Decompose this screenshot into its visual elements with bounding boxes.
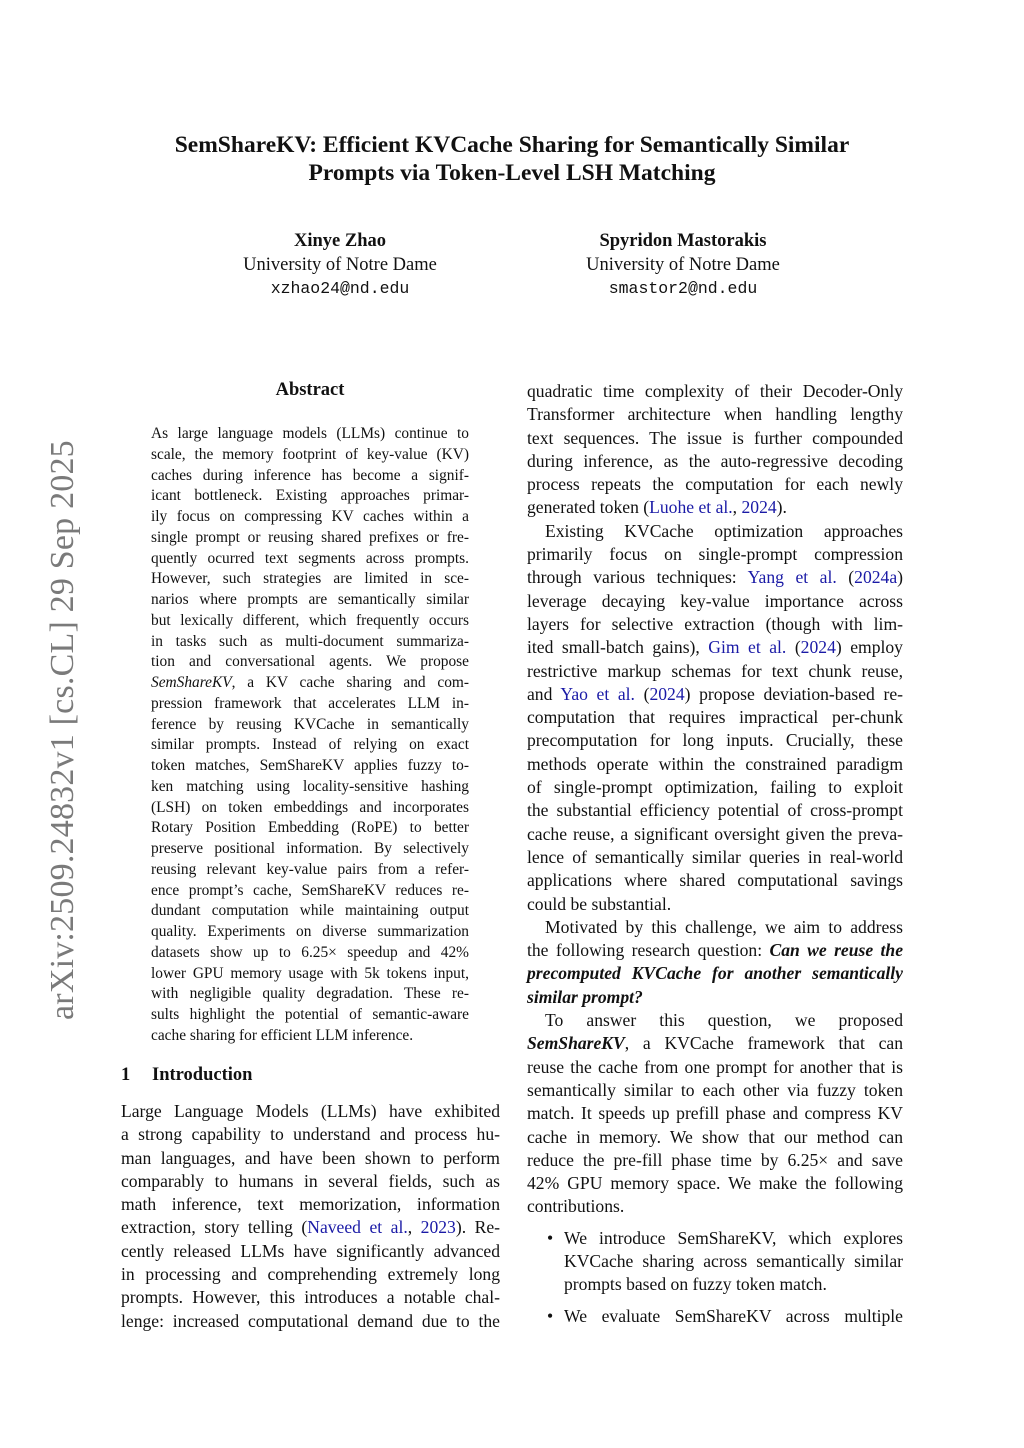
citation-link[interactable]: Yang et al. <box>747 567 837 588</box>
abstract-line: datasets show up to 6.25× speedup and 42% <box>151 943 469 961</box>
author-name: Spyridon Mastorakis <box>599 231 767 251</box>
body-line: during inference, as the auto-regressive decoding <box>527 450 903 471</box>
abstract-line: caches during inference has become a signif- <box>151 466 469 484</box>
body-line: math inference, text memorization, information <box>121 1194 500 1215</box>
author-email[interactable]: smastor2@nd.edu <box>608 279 758 298</box>
abstract-line: As large language models (LLMs) continue to <box>151 425 469 442</box>
intro-left-column <box>121 1100 500 1333</box>
body-line: cently released LLMs have significantly advanced <box>121 1240 500 1261</box>
title-line: Prompts via Token-Level LSH Matching <box>308 160 716 186</box>
body-line: match. It speeds up prefill phase and compress KV <box>527 1103 903 1124</box>
author-email[interactable]: xzhao24@nd.edu <box>270 279 410 298</box>
abstract-line: quality. Experiments on diverse summarization <box>151 923 469 940</box>
body-line: through various techniques: Yang et al. (2024a) <box>527 567 904 588</box>
abstract-line: reusing relevant key-value pairs from a refer- <box>151 860 469 878</box>
abstract-line: dundant computation while maintaining output <box>151 902 469 920</box>
body-line: lenge: increased computational demand due to the <box>121 1310 500 1331</box>
body-line: restrictive markup schemas for text chunk reuse, <box>527 660 903 681</box>
arxiv-identifier[interactable]: arXiv:2509.24832v1 [cs.CL] 29 Sep 2025 <box>44 440 81 1020</box>
body-line: computation that requires impractical per-chunk <box>527 707 903 728</box>
body-line: contributions. <box>527 1196 625 1217</box>
body-line: methods operate within the constrained paradigm <box>527 753 903 774</box>
citation-link[interactable]: Yao et al. <box>560 683 635 704</box>
contribution-item <box>527 1227 903 1297</box>
body-line: man languages, and have been shown to perform <box>121 1147 500 1168</box>
section-heading <box>121 1063 500 1087</box>
body-line: quadratic time complexity of their Decoder-Only <box>527 381 903 401</box>
abstract-body <box>151 424 469 1047</box>
body-line: could be substantial. <box>527 893 672 914</box>
body-line: a strong capability to understand and process hu- <box>121 1124 500 1145</box>
body-line: text sequences. The issue is further compounded <box>527 427 903 448</box>
bullet-icon: • <box>547 1227 554 1248</box>
abstract-line: narios where prompts are semantically similar <box>151 591 469 608</box>
body-line: semantically similar to each other via fuzzy token <box>527 1079 903 1100</box>
abstract-line: ken matching using locality-sensitive hashing <box>151 777 469 795</box>
abstract-line: Rotary Position Embedding (RoPE) to better <box>151 819 469 837</box>
abstract-line: icant bottleneck. Existing approaches primar- <box>151 487 469 505</box>
abstract-line: but lexically different, which frequently occurs <box>151 611 469 629</box>
body-line: cache reuse, a significant oversight given the preva- <box>527 823 903 844</box>
section-number: 1 <box>121 1065 131 1085</box>
abstract-line: lower GPU memory usage with 5k tokens input, <box>151 964 469 982</box>
bullet-icon: • <box>547 1305 554 1326</box>
body-line: leverage decaying key-value importance across <box>527 590 903 611</box>
author-block <box>160 229 520 301</box>
body-line: prompts. However, this introduces a notable chal- <box>121 1287 500 1308</box>
abstract-line: with negligible quality degradation. These re- <box>151 985 469 1003</box>
body-line: cache in memory. We show that our method can <box>527 1126 903 1147</box>
body-line: 42% GPU memory space. We make the following <box>527 1173 903 1194</box>
author-name: Xinye Zhao <box>293 231 386 251</box>
body-line: Existing KVCache optimization approaches <box>545 520 903 541</box>
bullet-line: We evaluate SemShareKV across multiple <box>564 1305 903 1326</box>
abstract-line: preserve positional information. By selectively <box>151 840 469 857</box>
abstract-line: in tasks such as multi-document summariza- <box>151 632 469 650</box>
body-line: To answer this question, we proposed <box>545 1010 903 1031</box>
abstract-line: single prompt or reusing shared prefixes or fre- <box>151 528 469 546</box>
intro-right-column <box>527 380 903 1328</box>
author-affiliation: University of Notre Dame <box>586 255 780 275</box>
bullet-line: KVCache sharing across semantically similar <box>564 1250 903 1271</box>
abstract-line: token matches, SemShareKV applies fuzzy to- <box>151 757 469 774</box>
author-affiliation: University of Notre Dame <box>243 255 437 275</box>
abstract-line: ily focus on compressing KV caches within a <box>151 508 469 525</box>
citation-link[interactable]: Naveed et al. <box>307 1217 408 1238</box>
body-line: Large Language Models (LLMs) have exhibited <box>121 1101 500 1121</box>
abstract-line: cache sharing for efficient LLM inference. <box>151 1026 414 1044</box>
body-line: and Yao et al. (2024) propose deviation-based re- <box>527 683 903 704</box>
body-line: primarily focus on single-prompt compression <box>527 544 903 565</box>
author-block <box>503 229 863 301</box>
body-line: reuse the cache from one prompt for another that is <box>527 1056 903 1077</box>
body-line: applications where shared computational savings <box>527 870 903 891</box>
bullet-line: We introduce SemShareKV, which explores <box>564 1227 903 1248</box>
abstract-line: (LSH) on token embeddings and incorporates <box>151 798 469 816</box>
body-line: reduce the pre-fill phase time by 6.25× and save <box>527 1149 903 1170</box>
contribution-item <box>527 1305 903 1328</box>
research-question: precomputed KVCache for another semantically <box>527 963 903 984</box>
abstract-heading: Abstract <box>275 380 345 400</box>
body-line: SemShareKV, a KVCache framework that can <box>527 1033 903 1054</box>
research-question: Can we reuse the <box>769 940 904 961</box>
abstract-line: scale, the memory footprint of key-value (KV) <box>151 445 469 463</box>
abstract-line: SemShareKV, a KV cache sharing and com- <box>151 674 469 691</box>
abstract-line: However, such strategies are limited in sce- <box>151 570 469 588</box>
body-line: Motivated by this challenge, we aim to address <box>545 916 903 937</box>
citation-year-link[interactable]: 2024 <box>741 497 777 518</box>
bullet-line: prompts based on fuzzy token match. <box>564 1274 827 1295</box>
body-line: ited small-batch gains), Gim et al. (2024) employ <box>527 637 903 658</box>
body-line: comparably to humans in several fields, such as <box>121 1170 500 1191</box>
abstract-line: sults highlight the potential of semantic-aware <box>151 1006 469 1023</box>
body-line: of single-prompt optimization, failing to exploit <box>527 777 903 798</box>
body-line: the following research question: Can we reuse the <box>527 940 904 961</box>
system-name: SemShareKV <box>151 674 232 691</box>
abstract-line: pression framework that accelerates LLM in- <box>151 694 469 712</box>
body-line: precomputation for long inputs. Crucially, these <box>527 730 903 751</box>
abstract-line: tion and conversational agents. We propose <box>151 653 469 671</box>
system-name: SemShareKV <box>527 1033 625 1054</box>
citation-year-link[interactable]: 2023 <box>420 1217 456 1238</box>
citation-link[interactable]: Gim et al. <box>708 637 787 658</box>
body-line: Transformer architecture when handling lengthy <box>527 404 903 425</box>
paper-title <box>120 131 904 187</box>
abstract-line: ence prompt’s cache, SemShareKV reduces re- <box>151 881 469 899</box>
section-title: Introduction <box>152 1065 253 1085</box>
body-line: the substantial efficiency potential of cross-prompt <box>527 800 903 821</box>
body-line: process repeats the computation for each newly <box>527 474 903 495</box>
citation-year-link[interactable]: 2024a <box>854 567 898 588</box>
body-line: generated token (Luohe et al., 2024). <box>527 497 787 518</box>
citation-link[interactable]: Luohe et al. <box>649 497 733 518</box>
abstract-line: quently ocurred text segments across prompts. <box>151 549 469 567</box>
research-question: similar prompt? <box>527 986 643 1007</box>
body-line: in processing and comprehending extremely long <box>121 1264 500 1285</box>
body-line: layers for selective extraction (though with lim- <box>527 613 903 634</box>
body-line: extraction, story telling (Naveed et al., 2023). Re- <box>121 1217 501 1238</box>
body-line: lence of semantically similar queries in real-world <box>527 846 903 867</box>
title-line: SemShareKV: Efficient KVCache Sharing for Semantically Similar <box>174 132 850 158</box>
abstract-line: similar prompts. Instead of relying on exact <box>151 736 469 754</box>
citation-year-link[interactable]: 2024 <box>649 683 685 704</box>
abstract-line: ference by reusing KVCache in semantically <box>151 715 469 733</box>
citation-year-link[interactable]: 2024 <box>800 637 836 658</box>
